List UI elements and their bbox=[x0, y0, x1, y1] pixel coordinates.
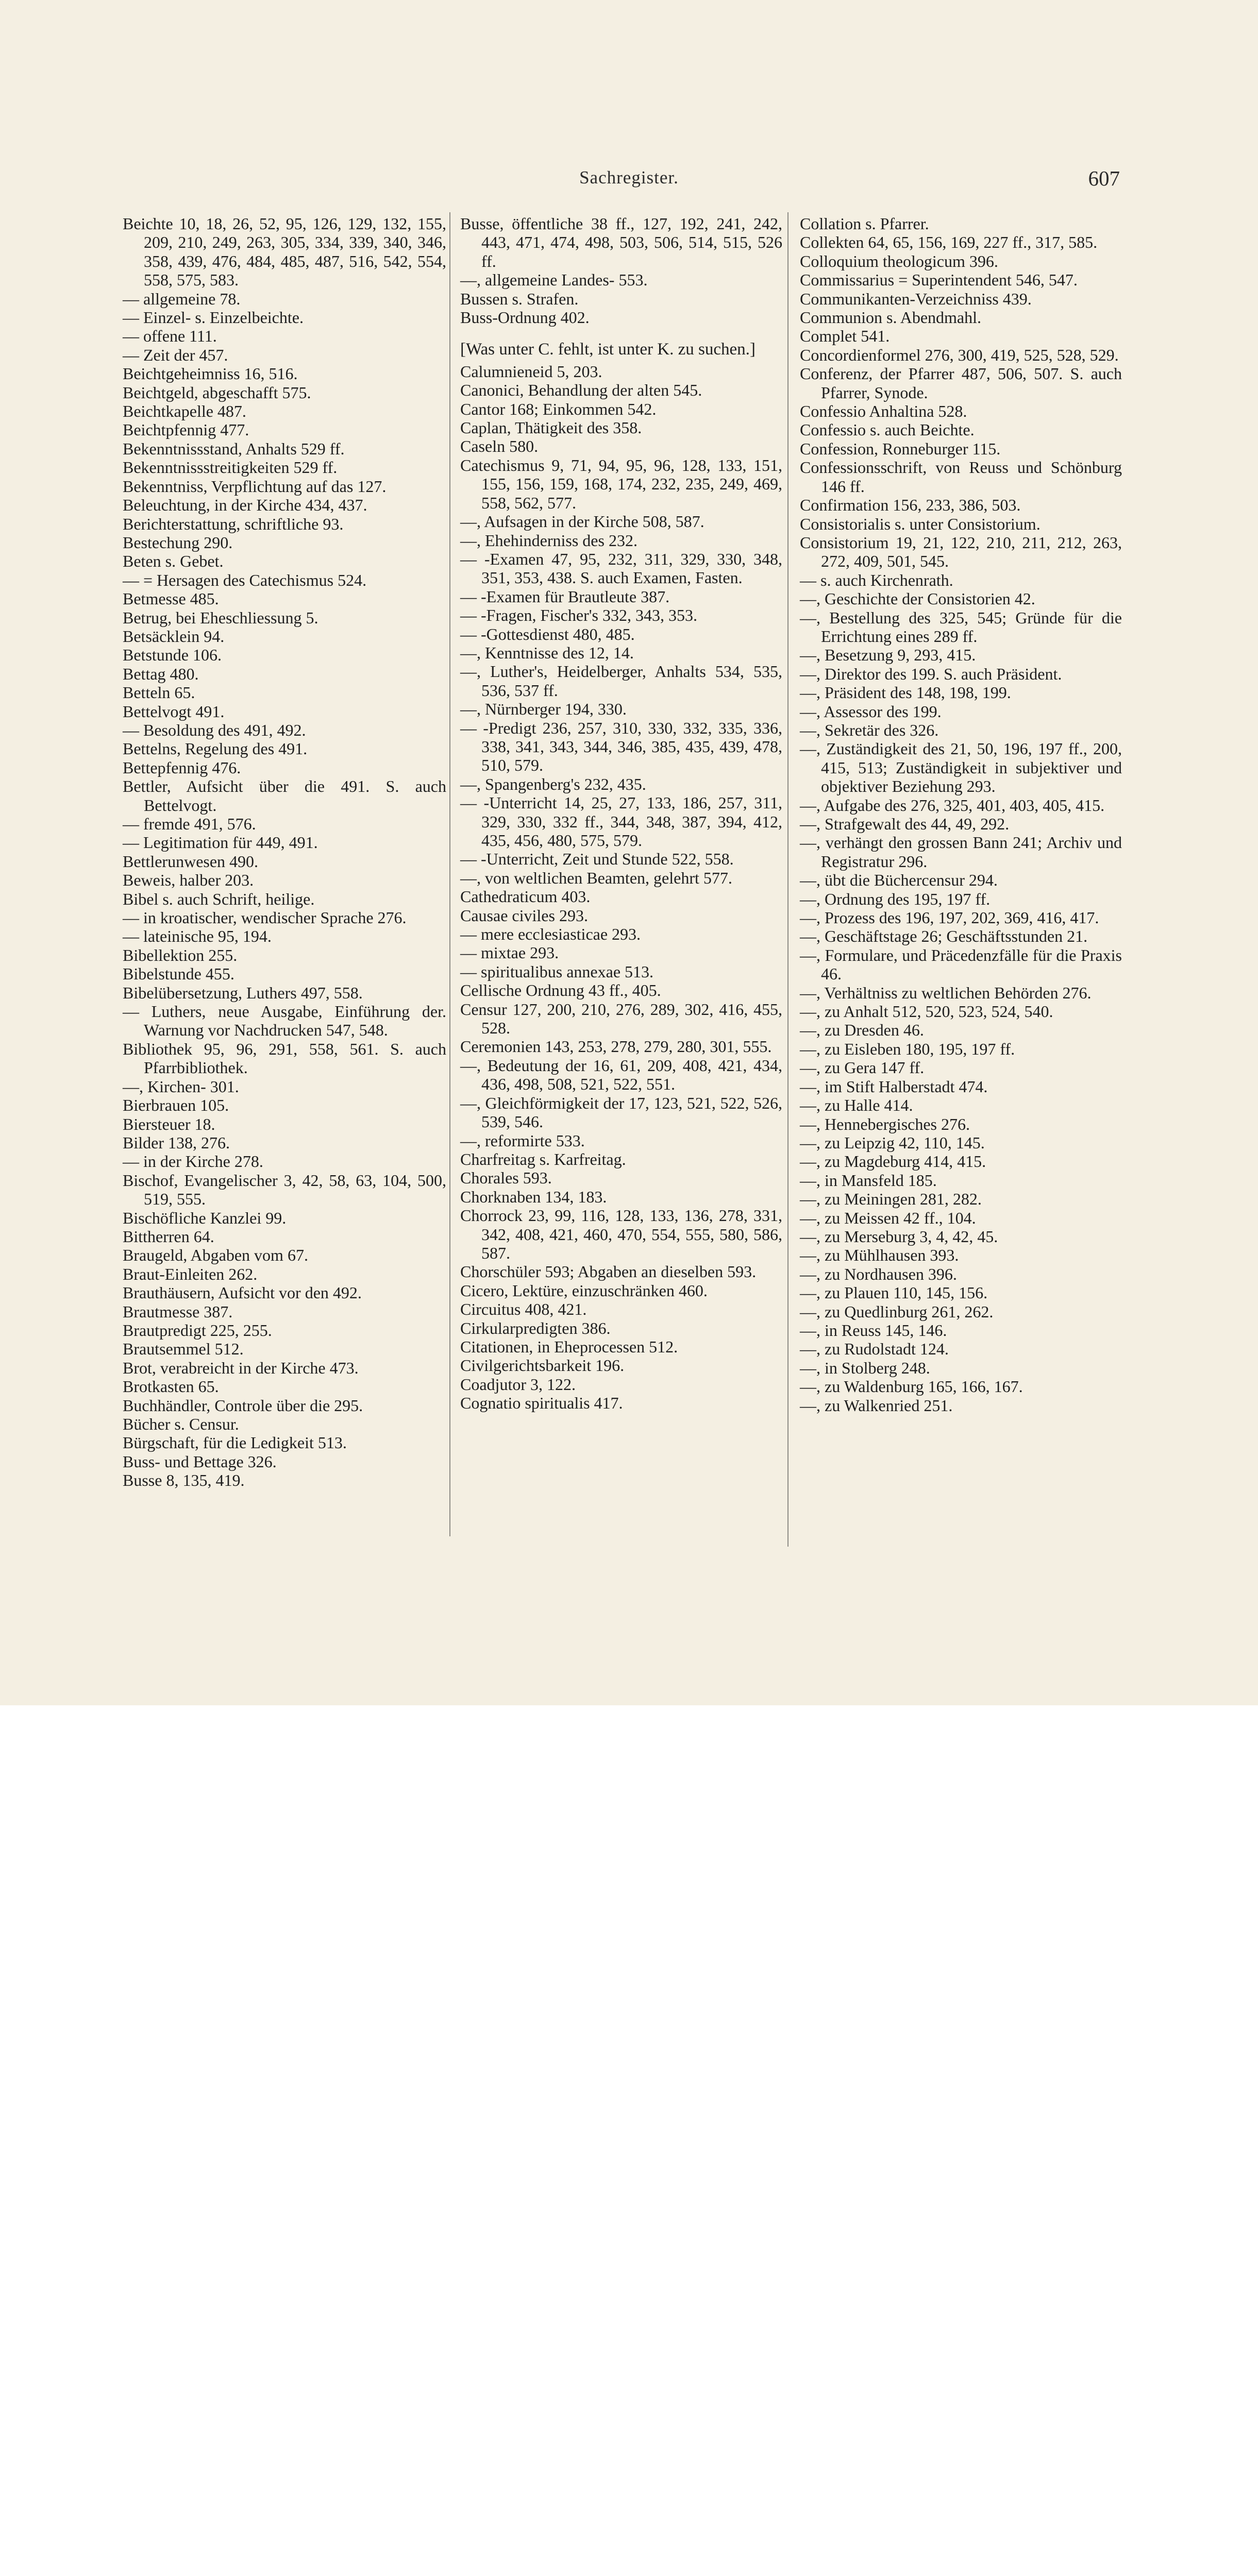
index-entry: —, Luther's, Heidelberger, Anhalts 534, 535, 536, 537 ff. bbox=[460, 662, 782, 700]
index-entry: —, Ordnung des 195, 197 ff. bbox=[800, 889, 991, 908]
index-entry: Berichterstattung, schriftliche 93. bbox=[123, 514, 344, 533]
index-entry: Beichtgeheimniss 16, 516. bbox=[123, 364, 298, 383]
index-entry: —, Geschichte der Consistorien 42. bbox=[800, 589, 1035, 608]
index-entry: —, zu Dresden 46. bbox=[800, 1021, 924, 1040]
index-entry: —, Sekretär des 326. bbox=[800, 720, 939, 739]
index-entry: —, von weltlichen Beamten, gelehrt 577. bbox=[460, 868, 732, 887]
index-entry: Coadjutor 3, 122. bbox=[460, 1375, 576, 1394]
index-entry: — -Examen für Brautleute 387. bbox=[460, 587, 670, 606]
index-entry: —, Bedeutung der 16, 61, 209, 408, 421, 434, 436, 498, 508, 521, 522, 551. bbox=[460, 1056, 782, 1094]
index-entry: —, Bestellung des 325, 545; Gründe für die Errichtung eines 289 ff. bbox=[800, 608, 1122, 646]
index-entry: Brot, verabreicht in der Kirche 473. bbox=[123, 1358, 359, 1377]
index-entry: Consistorium 19, 21, 122, 210, 211, 212, 263, 272, 409, 501, 545. bbox=[800, 533, 1122, 571]
index-entry: Betteln 65. bbox=[123, 683, 195, 702]
index-entry: —, zu Leipzig 42, 110, 145. bbox=[800, 1133, 985, 1152]
index-entry: Beichte 10, 18, 26, 52, 95, 126, 129, 132, 155, 209, 210, 249, 263, 305, 334, 339, 340, 346, 358, 439, 476, 484, 485, 487, 516, 542, 554, 558, 575, 583. bbox=[123, 214, 446, 290]
index-entry: Bibel s. auch Schrift, heilige. bbox=[123, 889, 315, 908]
index-entry: Biersteuer 18. bbox=[123, 1114, 215, 1133]
index-entry: —, zu Quedlinburg 261, 262. bbox=[800, 1302, 994, 1321]
index-entry: — lateinische 95, 194. bbox=[123, 927, 272, 946]
index-entry: —, Besetzung 9, 293, 415. bbox=[800, 646, 976, 665]
index-entry: — mixtae 293. bbox=[460, 943, 559, 962]
index-entry: — Zeit der 457. bbox=[123, 345, 228, 364]
index-entry: Catechismus 9, 71, 94, 95, 96, 128, 133, 151, 155, 156, 159, 168, 174, 232, 235, 249, 469, 558, 562, 577. bbox=[460, 455, 782, 512]
index-entry: Commissarius = Superintendent 546, 547. bbox=[800, 270, 1078, 290]
index-entry: Censur 127, 200, 210, 276, 289, 302, 416, 455, 528. bbox=[460, 999, 782, 1038]
index-entry: —, Zuständigkeit des 21, 50, 196, 197 ff., 200, 415, 513; Zuständigkeit in subjektiver und objektiver Beziehung 293. bbox=[800, 739, 1122, 796]
index-entry: —, zu Meissen 42 ff., 104. bbox=[800, 1208, 976, 1227]
index-entry: Beichtpfennig 477. bbox=[123, 420, 249, 439]
index-entry: Brautpredigt 225, 255. bbox=[123, 1320, 272, 1340]
index-entry: Conferenz, der Pfarrer 487, 506, 507. S. auch Pfarrer, Synode. bbox=[800, 364, 1122, 402]
index-entry: —, Nürnberger 194, 330. bbox=[460, 700, 627, 719]
index-note: [Was unter C. fehlt, ist unter K. zu suchen.] bbox=[460, 340, 756, 359]
index-entry: — mere ecclesiasticae 293. bbox=[460, 925, 641, 944]
index-entry: — Luthers, neue Ausgabe, Einführung der. Warnung vor Nachdrucken 547, 548. bbox=[123, 1002, 446, 1040]
index-entry: Collekten 64, 65, 156, 169, 227 ff., 317, 585. bbox=[800, 233, 1098, 252]
index-entry: —, zu Eisleben 180, 195, 197 ff. bbox=[800, 1039, 1015, 1058]
index-entry: —, zu Anhalt 512, 520, 523, 524, 540. bbox=[800, 1002, 1053, 1021]
index-entry: Beten s. Gebet. bbox=[123, 552, 224, 571]
index-entry: Cirkularpredigten 386. bbox=[460, 1318, 611, 1337]
index-entry: —, zu Magdeburg 414, 415. bbox=[800, 1152, 986, 1171]
index-entry: Bilder 138, 276. bbox=[123, 1133, 230, 1152]
index-entry: Beichtkapelle 487. bbox=[123, 402, 246, 421]
index-entry: Betmesse 485. bbox=[123, 589, 219, 608]
index-entry: — = Hersagen des Catechismus 524. bbox=[123, 570, 367, 589]
index-entry: —, übt die Büchercensur 294. bbox=[800, 871, 998, 890]
index-entry: Communion s. Abendmahl. bbox=[800, 308, 981, 327]
index-entry: —, zu Waldenburg 165, 166, 167. bbox=[800, 1377, 1023, 1396]
index-entry: Collation s. Pfarrer. bbox=[800, 214, 929, 233]
index-entry: Buchhändler, Controle über die 295. bbox=[123, 1396, 363, 1415]
index-entry: —, zu Walkenried 251. bbox=[800, 1396, 953, 1415]
index-entry: Circuitus 408, 421. bbox=[460, 1300, 587, 1319]
index-entry: Brautmesse 387. bbox=[123, 1302, 233, 1321]
index-entry: Bibellektion 255. bbox=[123, 945, 238, 964]
index-entry: Buss-Ordnung 402. bbox=[460, 308, 590, 327]
index-entry: —, Ehehinderniss des 232. bbox=[460, 531, 638, 550]
index-entry: —, Strafgewalt des 44, 49, 292. bbox=[800, 815, 1010, 833]
page-number: 607 bbox=[1088, 166, 1120, 190]
index-entry: Confessio Anhaltina 528. bbox=[800, 402, 967, 421]
index-entry: Beweis, halber 203. bbox=[123, 871, 254, 890]
index-entry: Bettler, Aufsicht über die 491. S. auch Bettelvogt. bbox=[123, 777, 446, 815]
index-column-1 bbox=[123, 214, 446, 1490]
index-entry: — allgemeine 78. bbox=[123, 289, 241, 308]
index-entry: Colloquium theologicum 396. bbox=[800, 251, 998, 270]
footer-bar bbox=[0, 1705, 1258, 1803]
index-entry: Canonici, Behandlung der alten 545. bbox=[460, 381, 702, 400]
index-entry: —, Direktor des 199. S. auch Präsident. bbox=[800, 664, 1062, 683]
index-entry: —, Prozess des 196, 197, 202, 369, 416, 417. bbox=[800, 908, 1099, 927]
index-entry: Bekenntnissstand, Anhalts 529 ff. bbox=[123, 439, 345, 458]
index-entry: —, Formulare, und Präcedenzfälle für die Praxis 46. bbox=[800, 945, 1122, 984]
index-entry: Brauthäusern, Aufsicht vor den 492. bbox=[123, 1283, 362, 1302]
index-entry: —, zu Mühlhausen 393. bbox=[800, 1246, 959, 1265]
index-entry: —, zu Nordhausen 396. bbox=[800, 1264, 957, 1283]
index-entry: Buss- und Bettage 326. bbox=[123, 1452, 277, 1471]
index-entry: —, Aufsagen in der Kirche 508, 587. bbox=[460, 512, 705, 531]
index-entry: —, Kenntnisse des 12, 14. bbox=[460, 643, 634, 662]
index-entry: — -Gottesdienst 480, 485. bbox=[460, 624, 635, 643]
index-entry: Cathedraticum 403. bbox=[460, 887, 591, 906]
index-entry: Bücher s. Censur. bbox=[123, 1415, 239, 1433]
index-entry: —, zu Plauen 110, 145, 156. bbox=[800, 1283, 988, 1302]
index-entry: —, allgemeine Landes- 553. bbox=[460, 270, 648, 290]
index-entry: —, Geschäftstage 26; Geschäftsstunden 21. bbox=[800, 927, 1088, 946]
index-entry: Bibelübersetzung, Luthers 497, 558. bbox=[123, 983, 363, 1002]
index-entry: — in kroatischer, wendischer Sprache 276. bbox=[123, 908, 407, 927]
index-column-2 bbox=[460, 214, 782, 1413]
index-entry: — Einzel- s. Einzelbeichte. bbox=[123, 308, 304, 327]
index-entry: Bettag 480. bbox=[123, 664, 199, 683]
index-entry: Confessio s. auch Beichte. bbox=[800, 420, 975, 439]
index-entry: Concordienformel 276, 300, 419, 525, 528, 529. bbox=[800, 345, 1119, 364]
index-entry: Charfreitag s. Karfreitag. bbox=[460, 1149, 626, 1168]
index-entry: Betstunde 106. bbox=[123, 646, 222, 665]
index-entry: —, zu Rudolstadt 124. bbox=[800, 1340, 949, 1359]
index-entry: — -Unterricht 14, 25, 27, 133, 186, 257, 311, 329, 330, 332 ff., 344, 348, 387, 394, 412, 435, 456, 480, 575, 579. bbox=[460, 793, 782, 850]
index-entry: — spiritualibus annexae 513. bbox=[460, 962, 654, 981]
index-entry: — in der Kirche 278. bbox=[123, 1152, 263, 1171]
index-entry: Bettelns, Regelung des 491. bbox=[123, 739, 308, 758]
index-entry: —, Kirchen- 301. bbox=[123, 1077, 239, 1096]
index-entry: Communikanten-Verzeichniss 439. bbox=[800, 289, 1032, 308]
index-entry: —, im Stift Halberstadt 474. bbox=[800, 1077, 988, 1096]
index-entry: —, in Reuss 145, 146. bbox=[800, 1320, 947, 1340]
index-entry: — Besoldung des 491, 492. bbox=[123, 720, 306, 739]
index-entry: Braut-Einleiten 262. bbox=[123, 1264, 258, 1283]
index-entry: Braugeld, Abgaben vom 67. bbox=[123, 1246, 308, 1265]
index-entry: Chorales 593. bbox=[460, 1168, 552, 1188]
index-entry: Bischof, Evangelischer 3, 42, 58, 63, 104, 500, 519, 555. bbox=[123, 1171, 446, 1209]
index-entry: Bürgschaft, für die Ledigkeit 513. bbox=[123, 1433, 347, 1452]
index-entry: —, reformirte 533. bbox=[460, 1131, 585, 1150]
index-entry: — s. auch Kirchenrath. bbox=[800, 570, 953, 589]
index-entry: — -Unterricht, Zeit und Stunde 522, 558. bbox=[460, 850, 734, 869]
index-entry: —, in Stolberg 248. bbox=[800, 1358, 930, 1377]
index-entry: Cognatio spiritualis 417. bbox=[460, 1394, 623, 1413]
index-entry: —, Gleichförmigkeit der 17, 123, 521, 522, 526, 539, 546. bbox=[460, 1093, 782, 1131]
index-entry: —, zu Merseburg 3, 4, 42, 45. bbox=[800, 1227, 998, 1246]
index-entry: —, verhängt den grossen Bann 241; Archiv und Registratur 296. bbox=[800, 833, 1122, 871]
index-entry: Beleuchtung, in der Kirche 434, 437. bbox=[123, 496, 367, 515]
index-entry: Busse 8, 135, 419. bbox=[123, 1471, 245, 1490]
index-entry: Cicero, Lektüre, einzuschränken 460. bbox=[460, 1281, 708, 1300]
index-entry: Causae civiles 293. bbox=[460, 906, 588, 925]
index-entry: — fremde 491, 576. bbox=[123, 815, 256, 833]
index-entry: — offene 111. bbox=[123, 327, 217, 346]
index-entry: Caplan, Thätigkeit des 358. bbox=[460, 418, 642, 437]
index-entry: Betsäcklein 94. bbox=[123, 626, 225, 646]
index-entry: Calumnieneid 5, 203. bbox=[460, 362, 602, 381]
running-head: Sachregister. bbox=[579, 167, 679, 188]
index-entry: Bestechung 290. bbox=[123, 533, 233, 552]
index-entry: Bibliothek 95, 96, 291, 558, 561. S. auch Pfarrbibliothek. bbox=[123, 1039, 446, 1077]
index-entry: Busse, öffentliche 38 ff., 127, 192, 241, 242, 443, 471, 474, 498, 503, 506, 514, 515, 526 ff. bbox=[460, 214, 782, 270]
index-entry: Bierbrauen 105. bbox=[123, 1096, 229, 1115]
index-entry: Bischöfliche Kanzlei 99. bbox=[123, 1208, 287, 1227]
index-entry: Bittherren 64. bbox=[123, 1227, 214, 1246]
index-entry: —, zu Meiningen 281, 282. bbox=[800, 1190, 982, 1209]
index-entry: Beichtgeld, abgeschafft 575. bbox=[123, 383, 311, 402]
index-entry: Ceremonien 143, 253, 278, 279, 280, 301, 555. bbox=[460, 1037, 772, 1056]
index-entry: Bettepfennig 476. bbox=[123, 758, 241, 777]
index-entry: Cellische Ordnung 43 ff., 405. bbox=[460, 981, 661, 1000]
index-column-3 bbox=[800, 214, 1122, 1415]
index-entry: —, Hennebergisches 276. bbox=[800, 1114, 970, 1133]
index-entry: Bibelstunde 455. bbox=[123, 964, 234, 984]
index-entry: Bekenntniss, Verpflichtung auf das 127. bbox=[123, 477, 387, 496]
index-entry: Complet 541. bbox=[800, 327, 890, 346]
index-entry: Brotkasten 65. bbox=[123, 1377, 219, 1396]
index-entry: — -Predigt 236, 257, 310, 330, 332, 335, 336, 338, 341, 343, 344, 346, 385, 435, 439, 478, 510, 579. bbox=[460, 718, 782, 775]
index-entry: Bettelvogt 491. bbox=[123, 702, 225, 721]
index-entry: Bussen s. Strafen. bbox=[460, 289, 579, 308]
column-rule bbox=[787, 212, 789, 1547]
index-entry: Bekenntnissstreitigkeiten 529 ff. bbox=[123, 458, 338, 477]
index-entry: Betrug, bei Eheschliessung 5. bbox=[123, 608, 318, 627]
index-entry: Bettlerunwesen 490. bbox=[123, 852, 259, 871]
index-entry: — Legitimation für 449, 491. bbox=[123, 833, 318, 852]
index-entry: — -Fragen, Fischer's 332, 343, 353. bbox=[460, 606, 697, 625]
index-entry: Chorrock 23, 99, 116, 128, 133, 136, 278, 331, 342, 408, 421, 460, 470, 554, 555, 580, 586, 587. bbox=[460, 1206, 782, 1262]
index-entry: Confession, Ronneburger 115. bbox=[800, 439, 1001, 458]
index-entry: —, Aufgabe des 276, 325, 401, 403, 405, 415. bbox=[800, 795, 1105, 815]
index-entry: Chorschüler 593; Abgaben an dieselben 593. bbox=[460, 1262, 757, 1281]
index-entry: Cantor 168; Einkommen 542. bbox=[460, 399, 657, 418]
index-entry: Confessionsschrift, von Reuss und Schönburg 146 ff. bbox=[800, 458, 1122, 496]
index-entry: Consistorialis s. unter Consistorium. bbox=[800, 514, 1041, 533]
index-entry: —, Spangenberg's 232, 435. bbox=[460, 774, 646, 793]
index-entry: —, Präsident des 148, 198, 199. bbox=[800, 683, 1011, 702]
index-entry: Caseln 580. bbox=[460, 437, 539, 456]
index-entry: Brautsemmel 512. bbox=[123, 1340, 244, 1359]
index-entry: —, Verhältniss zu weltlichen Behörden 276. bbox=[800, 983, 1092, 1002]
index-entry: —, Assessor des 199. bbox=[800, 702, 942, 721]
index-entry: —, zu Gera 147 ff. bbox=[800, 1058, 925, 1077]
index-entry: — -Examen 47, 95, 232, 311, 329, 330, 348, 351, 353, 438. S. auch Examen, Fasten. bbox=[460, 549, 782, 587]
index-entry: Civilgerichtsbarkeit 196. bbox=[460, 1356, 625, 1375]
index-entry: Confirmation 156, 233, 386, 503. bbox=[800, 496, 1021, 515]
index-entry: —, zu Halle 414. bbox=[800, 1096, 913, 1115]
index-entry: Chorknaben 134, 183. bbox=[460, 1187, 607, 1206]
index-entry: Citationen, in Eheprocessen 512. bbox=[460, 1337, 678, 1356]
column-rule bbox=[449, 212, 450, 1536]
index-entry: —, in Mansfeld 185. bbox=[800, 1171, 937, 1190]
